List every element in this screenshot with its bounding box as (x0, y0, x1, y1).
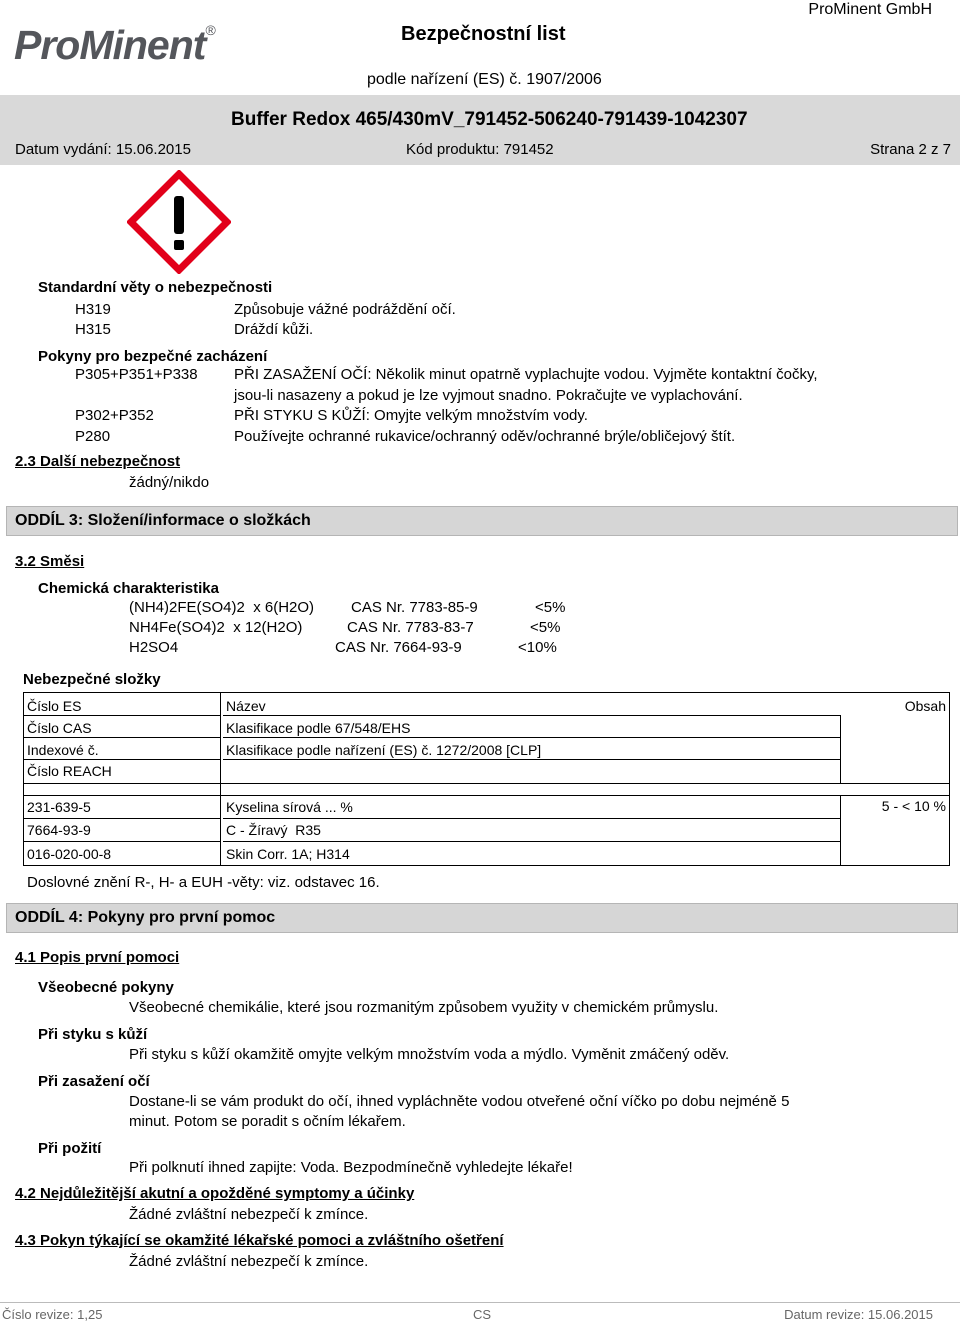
chem-cas: CAS Nr. 7783-83-7 (347, 619, 474, 636)
table-cell-es: 231-639-5 (27, 799, 91, 815)
logo-text: ProMinent (14, 22, 206, 68)
section-4-bar (6, 903, 958, 933)
table-header-content: Obsah (904, 698, 946, 714)
footer-rule (0, 1302, 960, 1303)
precaution-text: jsou-li nasazeny a pokud je lze vyjmout snadno. Pokračujte ve vyplachování. (234, 387, 743, 404)
chem-char-heading: Chemická charakteristika (38, 580, 219, 597)
symptoms-text: Žádné zvláštní nebezpečí k zmínce. (129, 1206, 369, 1223)
product-name: Buffer Redox 465/430mV_791452-506240-791439-1042307 (231, 109, 748, 130)
full-text-note: Doslovné znění R-, H- a EUH -věty: viz. odstavec 16. (27, 874, 380, 891)
document-title: Bezpečnostní list (401, 23, 566, 45)
other-hazards-value: žádný/nikdo (129, 474, 210, 491)
skin-heading: Při styku s kůží (38, 1026, 148, 1043)
section-4-title: ODDÍL 4: Pokyny pro první pomoc (15, 909, 276, 926)
regulation: podle nařízení (ES) č. 1907/2006 (367, 71, 602, 88)
skin-text: Při styku s kůží okamžitě omyjte velkým množstvím voda a mýdlo. Vyměnit zmáčený oděv. (129, 1046, 730, 1063)
chem-cas: CAS Nr. 7783-85-9 (351, 599, 478, 616)
precaution-heading: Pokyny pro bezpečné zacházení (38, 348, 268, 365)
chem-name: H2SO4 (129, 639, 179, 656)
table-cell-cas: 7664-93-9 (27, 822, 91, 838)
medical-heading: 4.3 Pokyn týkající se okamžité lékařské pomoci a zvláštního ošetření (15, 1232, 504, 1249)
precaution-text: Používejte ochranné rukavice/ochranný oděv/ochranné brýle/obličejový štít. (234, 428, 736, 445)
components-table-header (23, 692, 950, 784)
eye-text: Dostane-li se vám produkt do očí, ihned vypláchněte vodou otveřené oční víčko po dobu nejméně 5 (129, 1093, 790, 1110)
language-code: CS (473, 1307, 492, 1322)
hazard-statements-heading: Standardní věty o nebezpečnosti (38, 279, 273, 296)
issue-date: Datum vydání: 15.06.2015 (15, 141, 191, 158)
components-table-row (23, 784, 950, 866)
precaution-code: P280 (75, 428, 111, 445)
chem-name: NH4Fe(SO4)2 x 12(H2O) (129, 619, 303, 636)
exclamation-diamond-icon (127, 170, 231, 274)
table-header-class-clp: Klasifikace podle nařízení (ES) č. 1272/2008 [CLP] (226, 742, 542, 758)
other-hazards-heading: 2.3 Další nebezpečnost (15, 453, 181, 470)
registered-mark-icon: ® (205, 22, 216, 38)
section-3-title: ODDÍL 3: Složení/informace o složkách (15, 512, 311, 529)
table-cell-name: Kyselina sírová ... % (226, 799, 353, 815)
hazard-text: Způsobuje vážné podráždění očí. (234, 301, 456, 318)
first-aid-heading: 4.1 Popis první pomoci (15, 949, 180, 966)
precaution-text: PŘI STYKU S KŮŽÍ: Omyjte velkým množstvím vody. (234, 407, 588, 424)
general-text: Všeobecné chemikálie, které jsou rozmanitým způsobem využity v chemickém průmyslu. (129, 999, 719, 1016)
table-header-class-eec: Klasifikace podle 67/548/EHS (226, 720, 411, 736)
logo (14, 22, 216, 66)
page-number: Strana 2 z 7 (870, 141, 951, 158)
precaution-code: P302+P352 (75, 407, 154, 424)
symptoms-heading: 4.2 Nejdůležitější akutní a opožděné symptomy a účinky (15, 1185, 415, 1202)
revision-number: Číslo revize: 1,25 (2, 1307, 103, 1322)
table-cell-class-eec: C - Žíravý R35 (226, 822, 321, 838)
section-3-bar (6, 506, 958, 536)
chem-pct: <5% (530, 619, 561, 636)
table-header-name: Název (226, 698, 266, 714)
chem-name: (NH4)2FE(SO4)2 x 6(H2O) (129, 599, 315, 616)
dangerous-components-heading: Nebezpečné složky (23, 671, 161, 688)
hazard-text: Dráždí kůži. (234, 321, 314, 338)
ingestion-text: Při polknutí ihned zapijte: Voda. Bezpodmínečně vyhledejte lékaře! (129, 1159, 573, 1176)
product-code: Kód produktu: 791452 (406, 141, 554, 158)
table-header-index: Indexové č. (27, 742, 99, 758)
chem-pct: <5% (535, 599, 566, 616)
eye-text: minut. Potom se poradit s očním lékařem. (129, 1113, 406, 1130)
revision-date: Datum revize: 15.06.2015 (784, 1307, 933, 1322)
eye-heading: Při zasažení očí (38, 1073, 150, 1090)
table-header-es: Číslo ES (27, 698, 82, 714)
table-header-cas: Číslo CAS (27, 720, 92, 736)
chem-cas: CAS Nr. 7664-93-9 (335, 639, 462, 656)
chem-pct: <10% (518, 639, 557, 656)
table-cell-index: 016-020-00-8 (27, 846, 112, 862)
precaution-code: P305+P351+P338 (75, 366, 198, 383)
table-cell-content: 5 - < 10 % (881, 798, 946, 814)
mixtures-heading: 3.2 Směsi (15, 553, 85, 570)
precaution-text: PŘI ZASAŽENÍ OČÍ: Několik minut opatrně vyplachujte vodou. Vyjměte kontaktní čočky, (234, 366, 818, 383)
company-name: ProMinent GmbH (808, 1, 932, 18)
general-heading: Všeobecné pokyny (38, 979, 174, 996)
table-header-reach: Číslo REACH (27, 763, 112, 779)
hazard-code: H319 (75, 301, 111, 318)
medical-text: Žádné zvláštní nebezpečí k zmínce. (129, 1253, 369, 1270)
table-cell-class-clp: Skin Corr. 1A; H314 (226, 846, 350, 862)
ingestion-heading: Při požití (38, 1140, 102, 1157)
hazard-code: H315 (75, 321, 111, 338)
